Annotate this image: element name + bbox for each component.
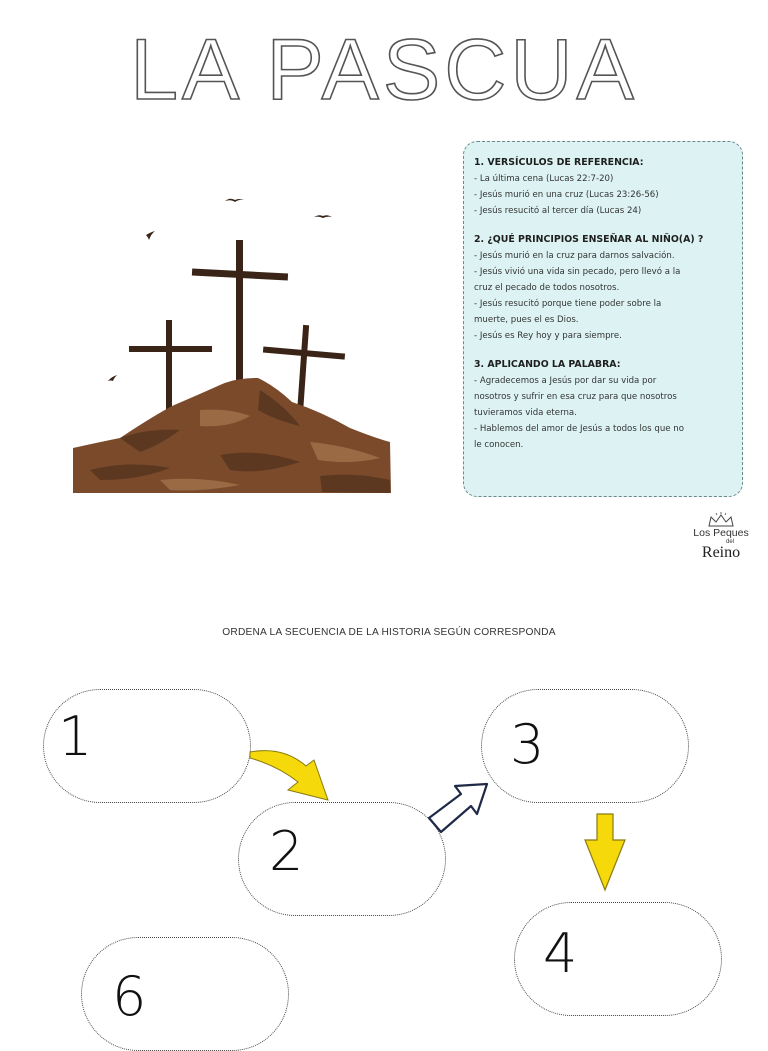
info-line: - Hablemos del amor de Jesús a todos los que no [474,424,685,434]
sequence-number: 2 [269,820,304,883]
sequence-box-6[interactable] [81,937,289,1051]
info-heading: 2. ¿QUÉ PRINCIPIOS ENSEÑAR AL NIÑO(A) ? [474,234,704,245]
info-line: - Jesús murió en una cruz (Lucas 23:26-56) [474,190,659,200]
info-line: - Jesús resucitó porque tiene poder sobre la [474,299,662,309]
sequence-number: 3 [510,713,545,776]
info-line: nosotros y sufrir en esa cruz para que nosotros [474,392,677,402]
info-line: - Jesús resucitó al tercer día (Lucas 24) [474,206,642,216]
outline-arrow-icon [425,780,493,836]
info-line: - Jesús es Rey hoy y para siempre. [474,331,622,341]
sequence-box-1[interactable] [43,689,251,803]
info-line: cruz el pecado de todos nosotros. [474,283,620,293]
info-heading: 3. APLICANDO LA PALABRA: [474,359,621,370]
info-line: - La última cena (Lucas 22:7-20) [474,174,614,184]
info-line: - Jesús murió en la cruz para darnos salvación. [474,251,675,261]
sequence-number: 4 [543,922,578,985]
curved-arrow-icon [248,744,334,804]
info-section-references [474,156,732,219]
info-line: - Jesús vivió una vida sin pecado, pero llevó a la [474,267,681,277]
brand-logo [686,512,756,572]
info-section-principles [474,233,732,344]
sequence-number: 1 [58,705,93,768]
info-line: - Agradecemos a Jesús por dar su vida por [474,376,657,386]
sequence-box-2[interactable] [238,802,446,916]
down-arrow-icon [582,812,628,892]
logo-text-line2: del [725,539,734,545]
info-section-application [474,358,732,453]
info-heading: 1. VERSÍCULOS DE REFERENCIA: [474,157,644,168]
center-cross [192,240,288,385]
reference-info-box [463,141,743,497]
sequence-instruction: ORDENA LA SECUENCIA DE LA HISTORIA SEGÚN CORRESPONDA [222,627,556,638]
logo-text-line3: Reino [701,544,741,561]
bird-icon [108,375,117,381]
info-line: muerte, pues el es Dios. [474,315,579,325]
sequence-number: 6 [112,965,147,1028]
crown-icon [706,512,736,528]
info-line: tuvieramos vida eterna. [474,408,577,418]
sequence-box-4[interactable] [514,902,722,1016]
bird-icon [146,231,155,240]
bird-icon [314,215,332,218]
bird-icon [225,199,244,202]
info-line: le conocen. [474,440,524,450]
page-title: LA PASCUA [130,22,638,118]
calvary-illustration [60,180,405,500]
logo-text-line1: Los Peques [693,527,749,539]
sequence-box-3[interactable] [481,689,689,803]
